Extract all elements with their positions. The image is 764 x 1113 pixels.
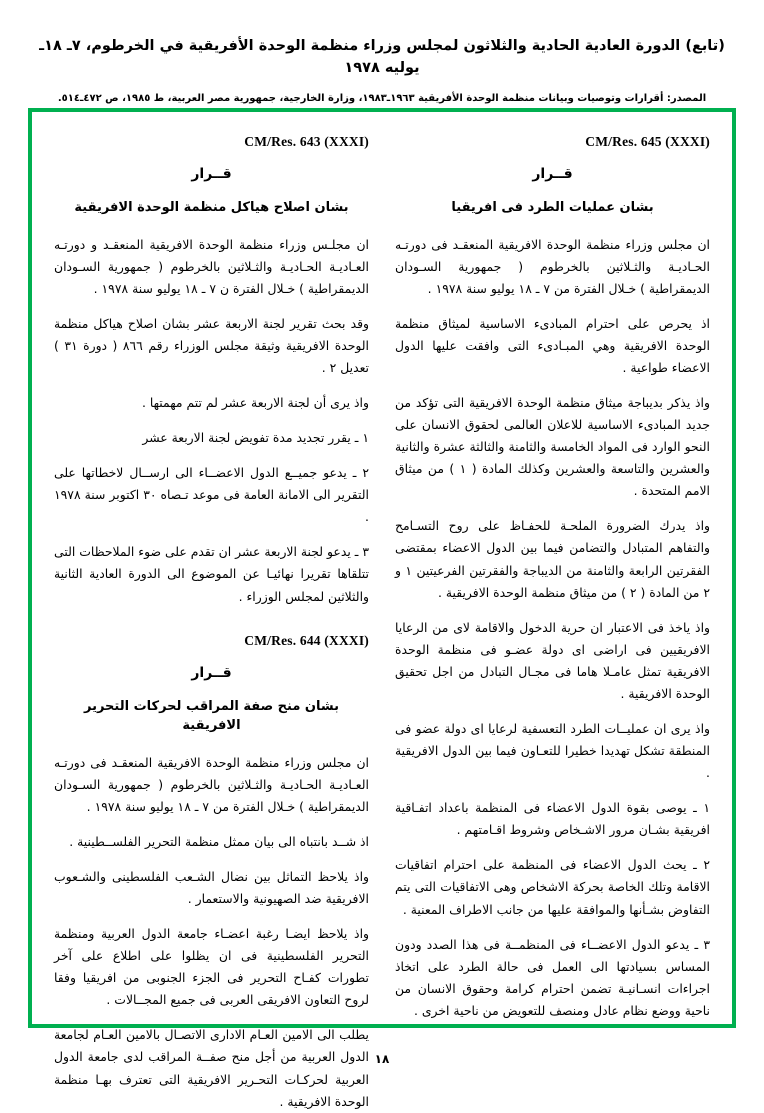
column-right: [395, 128, 710, 1018]
qarar-heading-643: قــرار: [191, 166, 232, 182]
qarar-heading-644: قــرار: [191, 664, 232, 681]
page-header: [0, 0, 764, 106]
paragraph: واذ ياخذ فى الاعتبار ان حرية الدخول والاقامة لاى من الرعايا الافريقيين فى اراضى اى دولة عضـو فى منظمة الوحدة الافريقية تمثل عامـلا هاما فى مجـال التبادل من اجل تحقيق الوحدة الافريقية .: [395, 619, 710, 701]
paragraph: واذ يدرك الضرورة الملحـة للحفـاظ على روح التسـامح والتفاهم المتبادل والتضامن فيما بين الدول الاعضاء بمقتضى الفقرتين الرابعة والثامنة من الديباجة والفقرتين الفرعيتين ١ و ٢ من المادة ( ٢ ) من ميثاق منظمة الوحدة الافريقية .: [395, 518, 710, 600]
content-frame: [28, 108, 736, 1109]
subject-heading-643: بشان اصلاح هياكل منظمة الوحدة الافريقية: [74, 200, 349, 215]
page-number: ١٨: [374, 1052, 390, 1066]
subject-heading-645: بشان عمليات الطرد فى افريقيا: [451, 200, 654, 215]
paragraph: واذ يذكر بديباجة ميثاق منظمة الوحدة الافريقية التى تؤكد من جديد المبادىء الاساسية للاعلان العالمى لحقوق الانسان على النحو الوارد فى المواد الخامسة والثامنة والثالثة عشرة والثانية والعشرين والتاسعة والعشرين وكذلك المادة ( ١ ) من ميثاق الامم المتحدة .: [395, 394, 710, 499]
subject-heading-644: بشان منح صفة المراقب لحركات التحرير الافريقية: [83, 698, 340, 734]
paragraph: اذ شــد بانتباه الى بيان ممثل منظمة التحرير الفلســطينية .: [69, 833, 369, 849]
paragraph: ٢ ـ يحث الدول الاعضاء فى المنظمة على احترام اتفاقيات الاقامة وتلك الخاصة بحركة الاشخاص وهى الاتفاقيات التى يتم التفاوض بشـأنها والموافقة عليها من جانب الاطراف المعنية .: [395, 857, 710, 917]
paragraph: وقد بحث تقرير لجنة الاربعة عشر بشان اصلاح هياكل منظمة الوحدة الافريقية وثيقة مجلس الوزراء رقم ٨٦٦ ( دورة ٣١ ) تعديل ٢ .: [54, 315, 369, 375]
paragraph: ٢ ـ يدعو جميــع الدول الاعضــاء الى ارســال لاخطاتها على التقرير الى الامانة العامة فى موعد تـصاه ٣٠ اكتوبر سنة ١٩٧٨ .: [54, 465, 369, 525]
paragraph: ٣ ـ يدعو الدول الاعضــاء فى المنظمــة فى هذا الصدد ودون المساس بسيادتها الى العمل فى حالة الطرد على اتخاذ اجراءات انسـانيـة تضمن احترام كرامة وحقوق الانسان من ناحية ووضع نظام عادل ومنصف للتعويض من ناحية اخرى .: [395, 936, 710, 1018]
paragraph: واذ يرى أن لجنة الاربعة عشر لم تتم مهمتها .: [141, 394, 369, 410]
paragraph: اذ يحرص على احترام المبادىء الاساسية لميثاق منظمة الوحدة الافريقية وهي المبـادىء التى وافقت عليها الدول الاعضاء طواعية .: [395, 315, 710, 375]
paragraph: ان مجلس وزراء منظمة الوحدة الافريقية المنعقـد فى دورتـه العـاديـة الحـاديـة والثـلاثين بالخرطوم ( جمهورية السـودان الديمقراطية ) خـلال الفترة من ٧ ـ ١٨ يوليو سنة ١٩٧٨ .: [54, 754, 369, 814]
paragraph: واذ يلاحظ ايضـا رغبة اعضـاء جامعة الدول العربية ومنظمة التحرير الفلسطينية فى ان يظلوا على اطلاع على آخر تطورات كفـاح التحرير فى الجزء الجنوبى من افريقيا وفقا لروح التعاون الافريقى العربى فى جميع المجــالات .: [54, 926, 369, 1008]
resolution-id-643: CM/Res. 643 (XXXI): [244, 134, 369, 149]
paragraph: ١ ـ يقرر تجديد مدة تفويض لجنة الاربعة عشر: [142, 430, 369, 446]
paragraph: واذ يرى ان عمليــات الطرد التعسفية لرعايا اى دولة عضو فى المنطقة تشكل تهديدا خطيرا للتعـاون فيما بين الدول الافريقية .: [395, 720, 710, 781]
qarar-heading-645: قــرار: [532, 166, 573, 182]
two-column-layout: [32, 112, 732, 1109]
paragraph: ان مجلـس وزراء منظمة الوحدة الافريقية المنعقـد و دورتـه العـاديـة الحـاديـة والثـلاثين بالخرطوم ( جمهورية السـودان الديمقراطية ) خـلال الفترة ن ٧ ـ ١٨ يوليو سنة ١٩٧٨ .: [54, 236, 369, 296]
paragraph: ٣ ـ يدعو لجنة الاربعة عشر ان تقدم على ضوء الملاحظات التى تتلقاها تقريرا نهائيـا عن الموضوع الى الدورة العادية الثانية والثلاثين لمجلس الوزراء .: [54, 544, 369, 604]
resolution-id-644: CM/Res. 644 (XXXI): [244, 632, 369, 648]
paragraph: واذ يلاحظ التماثل بين نضال الشـعب الفلسطينى والشـعوب الافريقية ضد الصهيونية والاستعمار .: [54, 868, 369, 906]
block-divider: [54, 621, 369, 627]
paragraph: ١ ـ يوصى بقوة الدول الاعضاء فى المنظمة باعداد اتفـاقية افريقية بشـان مرور الاشـخاص وشروط اقـامتهم .: [395, 800, 710, 838]
source-line: المصدر: أقرارات وتوصيات وبيانات منظمة الوحدة الأفريقية ١٩٦٣ـ١٩٨٣، وزارة الخارجية، جمهورية مصر العربية، ط ١٩٨٥، ص ٤٧٢ـ٥١٤.: [57, 92, 707, 104]
page-title: (تابع) الدورة العادية الحادية والثلاثون لمجلس وزراء منظمة الوحدة الأفريقية في الخرطوم، ٧ـ ١٨ـ يوليه ١٩٧٨: [39, 38, 725, 76]
column-left: [54, 128, 369, 1109]
paragraph: ان مجلس وزراء منظمة الوحدة الافريقية المنعقـد فى دورتـه الحـاديـة والثـلاثين بالخرطوم ( جمهورية السـودان الديمقراطية ) خـلال الفترة من ٧ ـ ١٨ يوليو سنة ١٩٧٨ .: [395, 236, 710, 296]
resolution-id-645: CM/Res. 645 (XXXI): [585, 134, 710, 149]
paragraph: يطلب الى الامين العـام الادارى الاتصـال بالامين العـام لجامعة الدول العربية من أجل منح صفــة المراقب لدى جامعة الدول العربية لحركـات التحـرير الافريقية التى تعترف بهـا منظمة الوحدة الافريقية .: [54, 1027, 369, 1109]
